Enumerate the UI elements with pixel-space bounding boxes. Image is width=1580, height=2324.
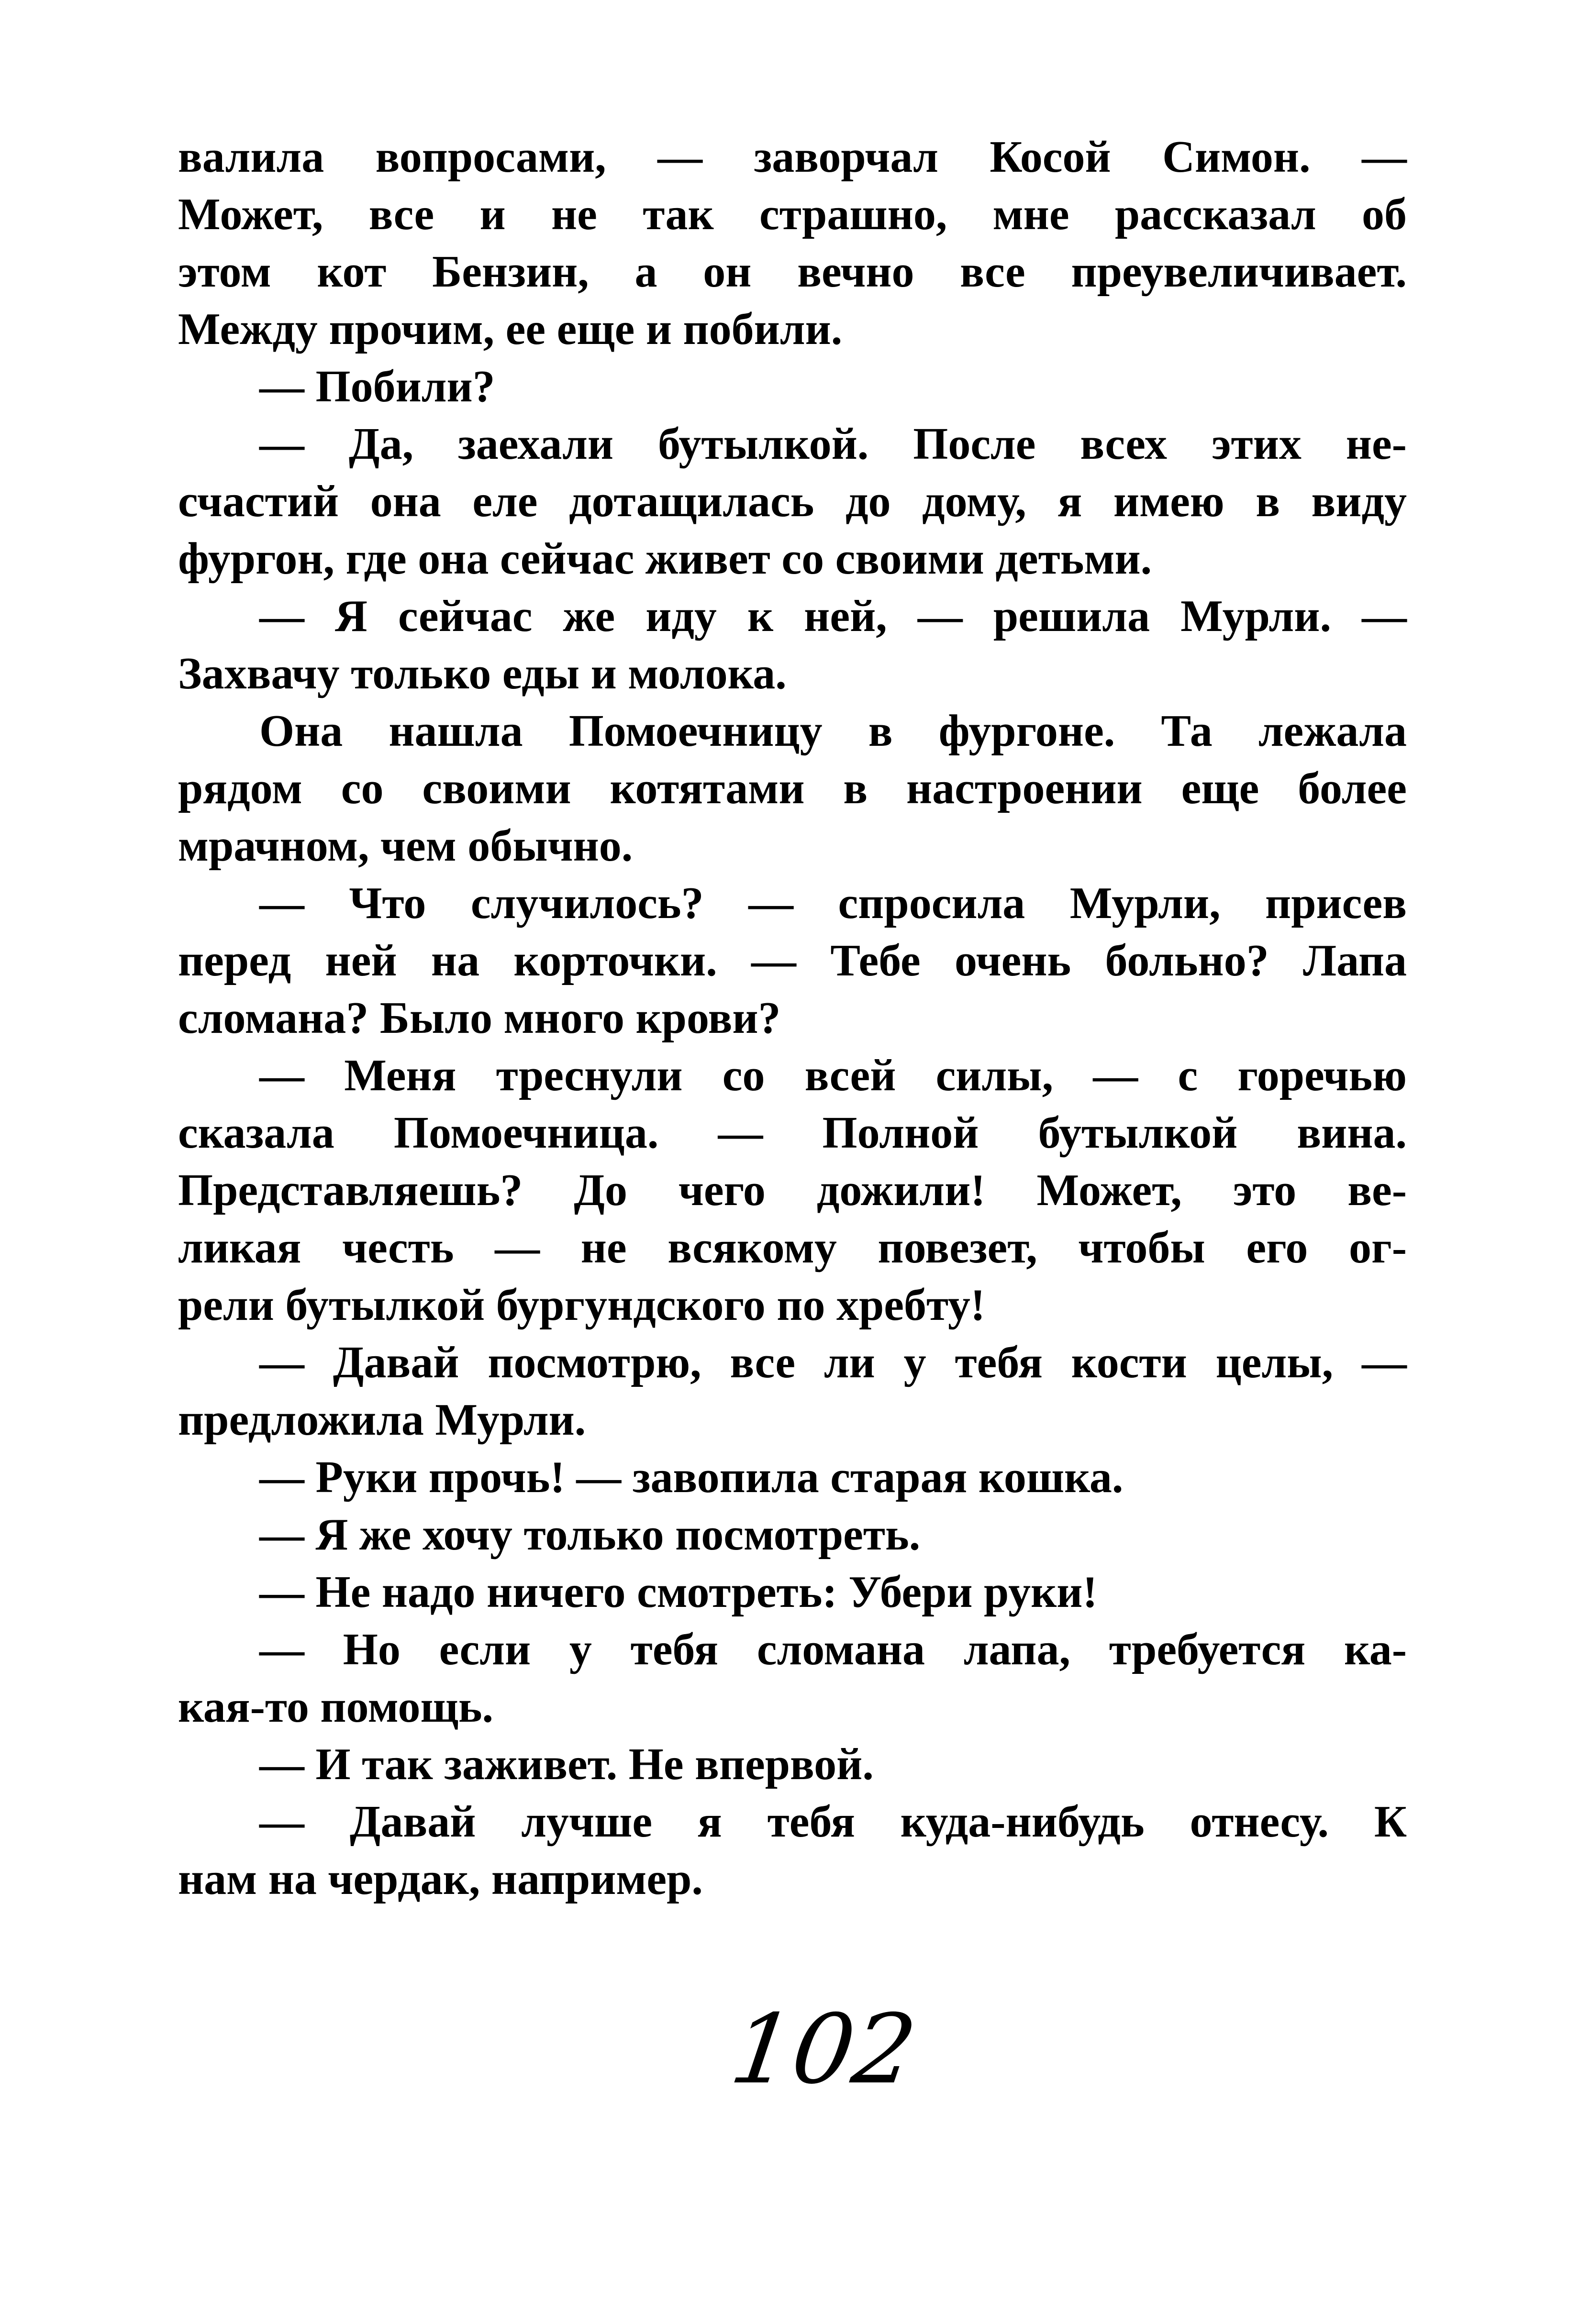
text-line: рядом со своими котятами в настроении еще более <box>178 764 1407 813</box>
text-line: мрачном, чем обычно. <box>178 821 633 871</box>
text-line: — Не надо ничего смотреть: Убери руки! <box>259 1567 1098 1617</box>
text-line: предложила Мурли. <box>178 1395 586 1445</box>
text-line: нам на чердак, например. <box>178 1854 703 1904</box>
text-line: валила вопросами, — заворчал Косой Симон. — <box>178 132 1407 182</box>
text-line: — Руки прочь! — завопила старая кошка. <box>259 1452 1124 1502</box>
body-text <box>178 128 1407 1908</box>
text-line: Она нашла Помоечницу в фургоне. Та лежала <box>259 706 1407 756</box>
text-line: — Что случилось? — спросила Мурли, присев <box>259 878 1407 928</box>
text-line: — И так заживет. Не впервой. <box>259 1739 874 1789</box>
text-line: Между прочим, ее еще и побили. <box>178 304 843 354</box>
text-line: Может, все и не так страшно, мне рассказал об <box>178 189 1407 239</box>
text-line: ликая честь — не всякому повезет, чтобы его ог- <box>178 1223 1407 1273</box>
text-line: фургон, где она сейчас живет со своими детьми. <box>178 534 1152 584</box>
text-line: этом кот Бензин, а он вечно все преувеличивает. <box>178 247 1407 297</box>
text-line: — Но если у тебя сломана лапа, требуется ка- <box>259 1625 1407 1674</box>
text-line: рели бутылкой бургундского по хребту! <box>178 1280 986 1330</box>
handwritten-page-number: 102 <box>724 1994 923 2105</box>
text-line: — Я же хочу только посмотреть. <box>259 1510 921 1560</box>
text-line: — Меня треснули со всей силы, — с горечью <box>259 1051 1407 1100</box>
text-line: перед ней на корточки. — Тебе очень больно? Лапа <box>178 936 1407 985</box>
text-line: — Побили? <box>259 362 495 411</box>
text-line: Захвачу только еды и молока. <box>178 649 787 698</box>
text-line: сломана? Было много крови? <box>178 993 781 1043</box>
text-line: — Давай лучше я тебя куда-нибудь отнесу. К <box>259 1797 1407 1847</box>
text-line: кая-то помощь. <box>178 1682 494 1732</box>
text-line: счастий она еле дотащилась до дому, я имею в виду <box>178 476 1407 526</box>
text-line: — Да, заехали бутылкой. После всех этих не- <box>259 419 1407 469</box>
text-line: сказала Помоечница. — Полной бутылкой вина. <box>178 1108 1407 1158</box>
text-line: — Давай посмотрю, все ли у тебя кости целы, — <box>259 1338 1407 1387</box>
text-line: Представляешь? До чего дожили! Может, это ве- <box>178 1165 1407 1215</box>
text-line: — Я сейчас же иду к ней, — решила Мурли. — <box>259 591 1407 641</box>
